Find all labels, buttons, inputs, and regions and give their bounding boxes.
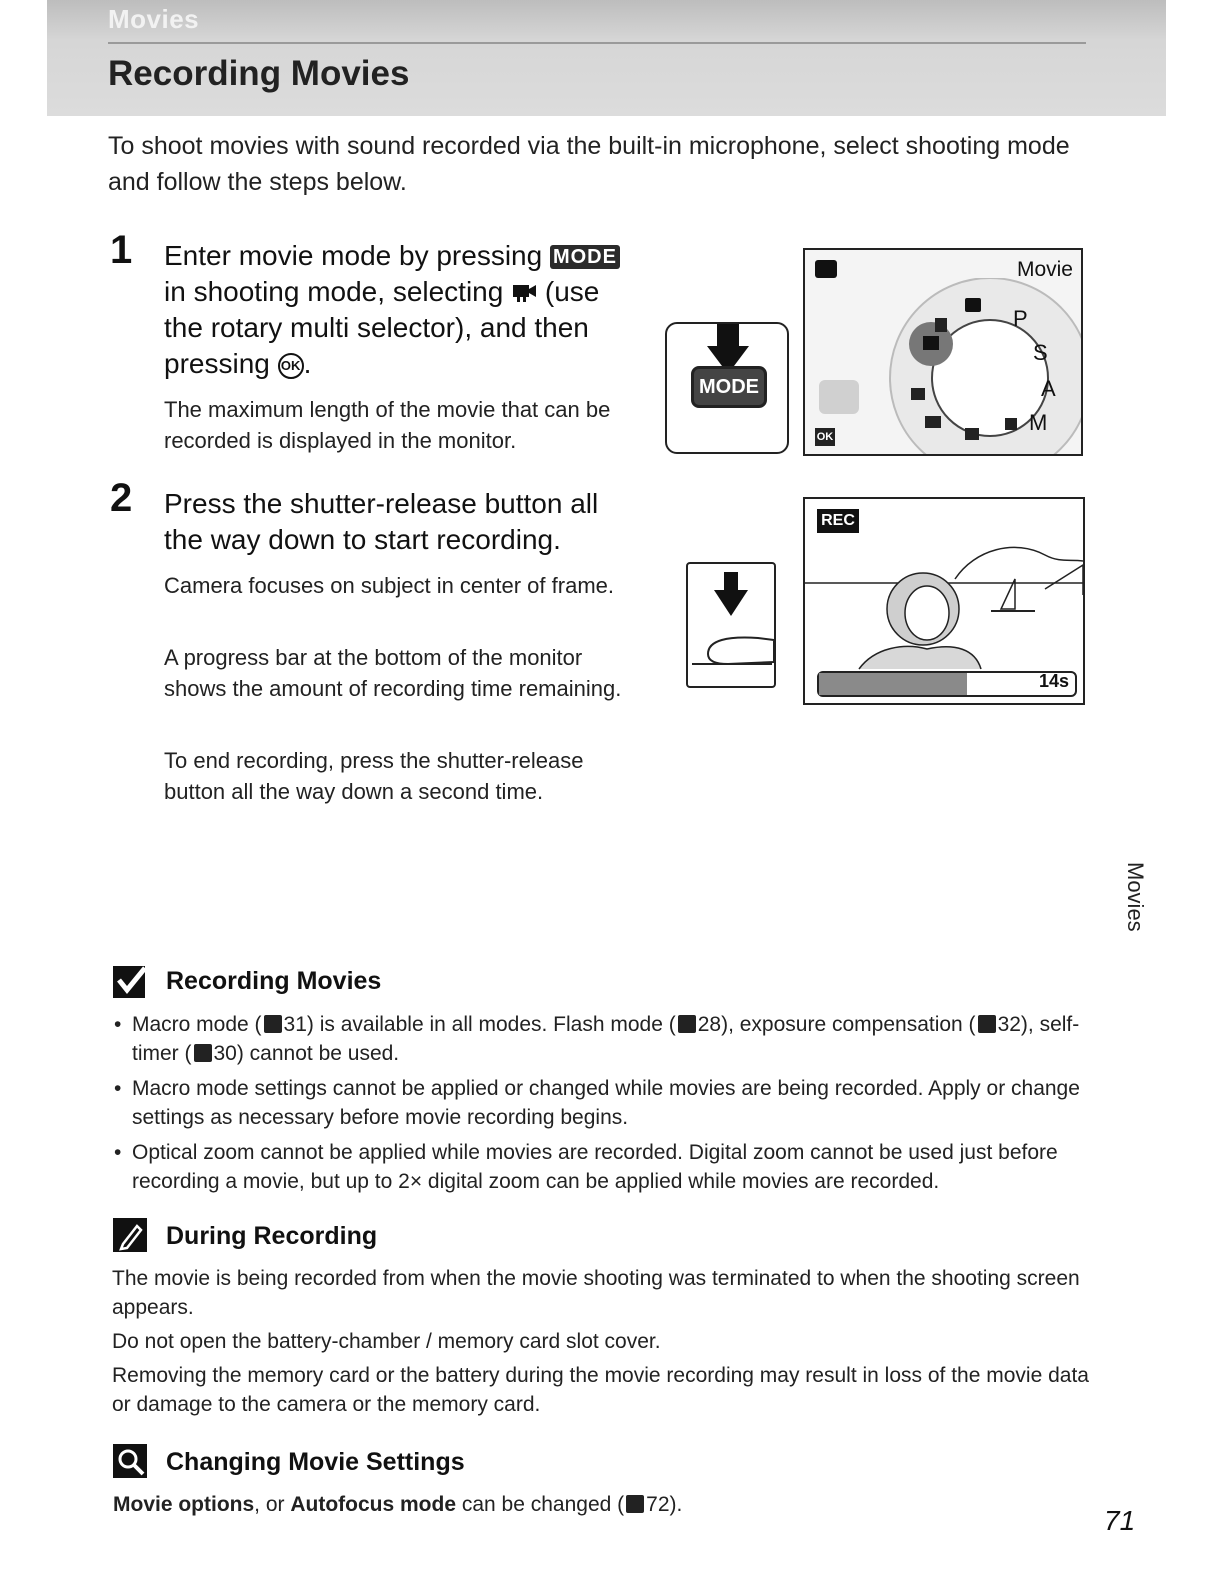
progress-fill — [819, 673, 967, 695]
settings-text: can be changed ( — [456, 1493, 625, 1516]
reference-icon — [626, 1495, 644, 1513]
step-2-number: 2 — [110, 476, 133, 520]
time-remaining: 14s — [1038, 671, 1069, 691]
bullet-text: 30) cannot be used. — [213, 1042, 400, 1065]
step-1-number: 1 — [110, 228, 133, 272]
pencil-note-icon — [113, 1218, 149, 1259]
magnifier-note-icon — [113, 1444, 149, 1485]
step-2-body-3: To end recording, press the shutter-release button all the way down a second time. — [164, 748, 584, 804]
lcd-recording — [803, 497, 1085, 705]
settings-text: , or — [254, 1493, 291, 1516]
step-1-heading-part: in shooting mode, selecting — [164, 276, 504, 307]
shutter-button-illustration — [686, 562, 776, 688]
dial-letter-s: S — [1033, 340, 1048, 365]
note-recording-bullets — [110, 1010, 1095, 1202]
page-title: Recording Movies — [108, 54, 410, 93]
dial-letter-a: A — [1041, 376, 1056, 401]
dial-letter-m: M — [1029, 410, 1048, 435]
settings-text: 72). — [646, 1493, 683, 1516]
step-1-heading-part: (use the rotary multi selector), and then pressing — [164, 276, 600, 379]
autofocus-mode-term: Autofocus mode — [290, 1493, 457, 1516]
page-number: 71 — [1104, 1505, 1136, 1536]
reference-icon — [194, 1044, 212, 1062]
step-1-body: The maximum length of the movie that can be recorded is displayed in the monitor. — [164, 397, 611, 453]
movie-camera-icon — [511, 276, 545, 307]
note-paragraph: The movie is being recorded from when the movie shooting was terminated to when the shooting screen appears. — [112, 1267, 1080, 1319]
reference-icon — [678, 1015, 696, 1033]
mode-button: MODE — [691, 366, 767, 408]
step-2-body-2: A progress bar at the bottom of the monitor shows the amount of recording time remaining. — [164, 645, 622, 701]
reference-icon — [264, 1015, 282, 1033]
mode-dial — [865, 278, 1081, 454]
caution-icon — [113, 964, 149, 1005]
list-item — [110, 1010, 1095, 1068]
mode-button-illustration — [665, 322, 789, 454]
section-label: Movies — [108, 4, 200, 34]
camera-icon — [815, 260, 837, 278]
bullet-text: 31) is available in all modes. Flash mode ( — [283, 1013, 676, 1036]
recording-progress-bar — [817, 671, 1077, 697]
side-tab-label: Movies — [1123, 862, 1148, 932]
camera-silhouette — [819, 380, 859, 414]
banner-rule — [108, 42, 1086, 44]
bullet-text: 28), exposure compensation ( — [697, 1013, 976, 1036]
note-paragraph: Do not open the battery-chamber / memory card slot cover. — [112, 1330, 661, 1353]
note-recording-title: Recording Movies — [166, 967, 382, 995]
lcd-mode-dial — [803, 248, 1083, 456]
dial-letter-p: P — [1013, 306, 1028, 331]
bullet-text: 32), self-timer ( — [132, 1013, 1080, 1065]
mode-key-icon: MODE — [550, 245, 620, 269]
lcd-mode-title: Movie — [1016, 258, 1073, 281]
step-1-heading — [164, 238, 644, 382]
list-item: • Optical zoom cannot be applied while movies are recorded. Digital zoom cannot be used just before recording a movie, but up to 2× digital zoom can be applied while movies are recorded. — [110, 1138, 1095, 1196]
note-during-body — [112, 1264, 1097, 1424]
step-2-heading: Press the shutter-release button all the way down to start recording. — [164, 488, 599, 555]
ok-button-icon: OK — [278, 353, 304, 379]
step-1-heading-part: Enter movie mode by pressing — [164, 240, 543, 271]
step-1-heading-part: . — [303, 348, 312, 379]
bullet-text: Macro mode ( — [132, 1013, 262, 1036]
movie-options-term: Movie options — [113, 1493, 255, 1516]
note-settings-title: Changing Movie Settings — [166, 1448, 465, 1476]
note-paragraph: Removing the memory card or the battery during the movie recording may result in loss of the movie data or damage to the camera or the memory card. — [112, 1364, 1089, 1416]
intro-paragraph: To shoot movies with sound recorded via the built-in microphone, select shooting mode and follow the steps below. — [108, 132, 1070, 196]
rec-indicator: REC — [817, 509, 859, 533]
note-during-title: During Recording — [166, 1222, 378, 1250]
ok-indicator: OK — [815, 428, 835, 446]
side-tab — [1114, 862, 1154, 942]
shutter-press-icon — [688, 564, 774, 686]
list-item: • Macro mode settings cannot be applied or changed while movies are being recorded. Apply or change settings as necessary before movie recording begins. — [110, 1074, 1095, 1132]
reference-icon — [978, 1015, 996, 1033]
note-settings-body — [113, 1490, 682, 1519]
step-2-body-1: Camera focuses on subject in center of frame. — [164, 573, 614, 598]
